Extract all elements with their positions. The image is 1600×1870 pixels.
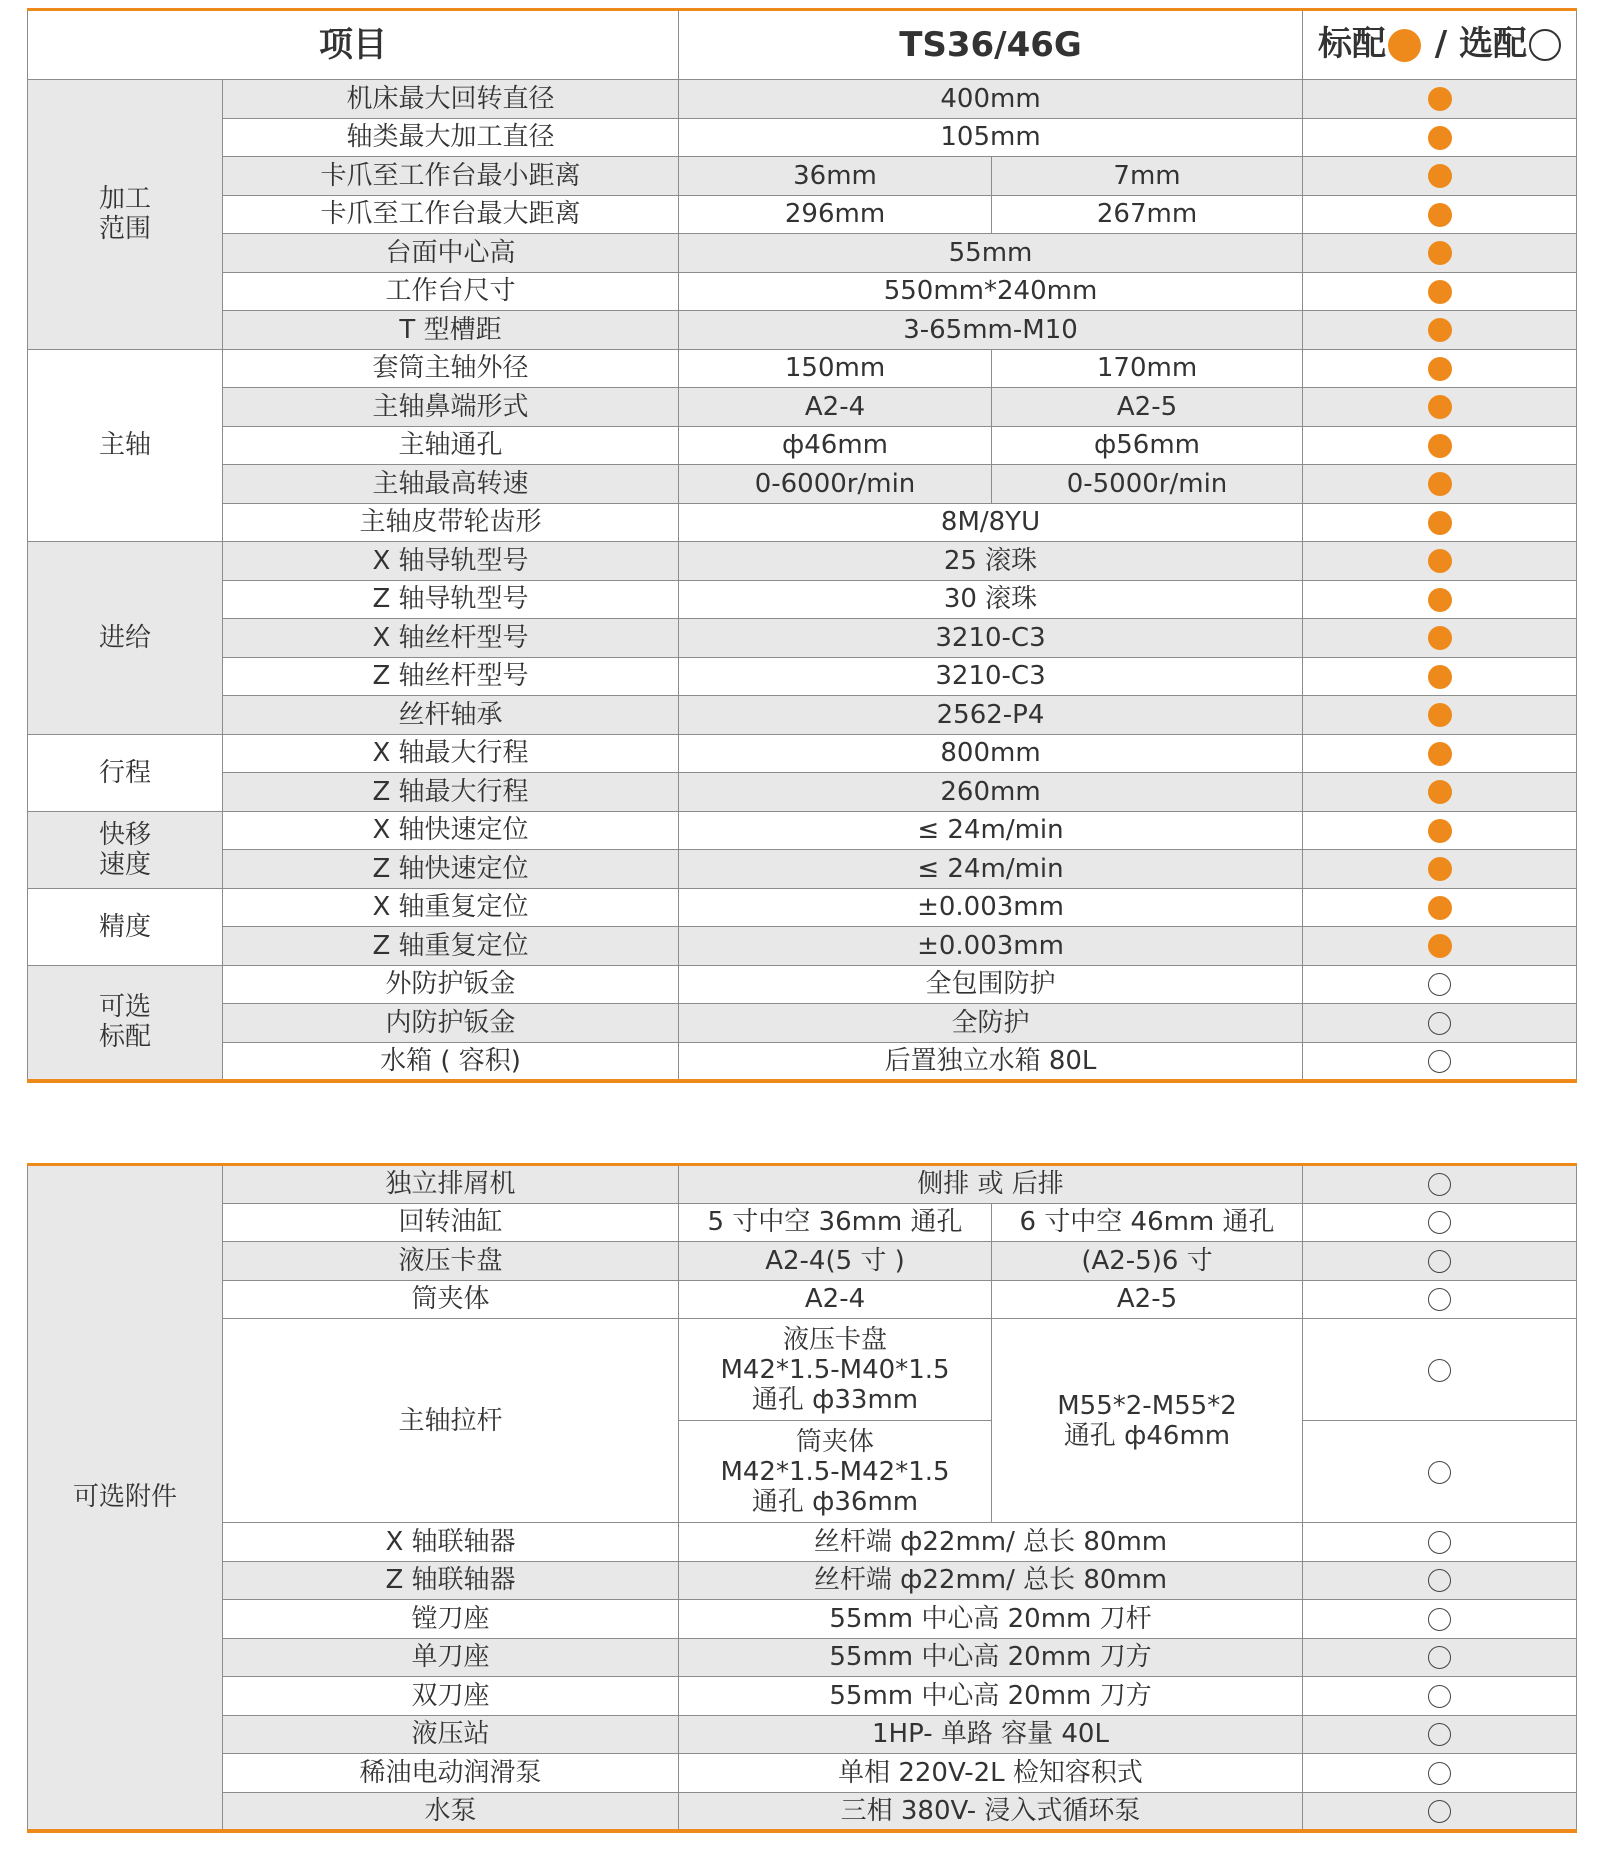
standard-dot-icon: [1428, 819, 1452, 843]
table-row: [28, 311, 1577, 350]
spec-item: 轴类最大加工直径: [223, 118, 679, 157]
optional-ring-icon: [1428, 1050, 1451, 1073]
spec-value: ±0.003mm: [679, 927, 1303, 966]
table-row: [28, 927, 1577, 966]
standard-dot-icon: [1428, 434, 1452, 458]
drawbar-line: 通孔 ф46mm: [1063, 1420, 1231, 1451]
spec-item: 主轴鼻端形式: [223, 388, 679, 427]
table-row: [28, 1203, 1577, 1242]
table-row: [28, 619, 1577, 658]
standard-dot-icon: [1428, 511, 1452, 535]
optional-ring-icon: [1428, 1569, 1451, 1592]
category-cell: 可选附件: [28, 1165, 223, 1831]
mark-cell: [1303, 1280, 1577, 1319]
mark-cell: [1303, 1165, 1577, 1204]
spec-value-right: A2-5: [992, 1280, 1303, 1319]
spec-item: Z 轴重复定位: [223, 927, 679, 966]
spec-item: X 轴丝杆型号: [223, 619, 679, 658]
category-cell: [28, 965, 223, 1081]
table-row: [28, 1165, 1577, 1204]
spec-value-right: 7mm: [992, 157, 1303, 196]
table-row: [28, 118, 1577, 157]
optional-ring-icon: [1529, 29, 1561, 61]
spec-value: ≤ 24m/min: [679, 850, 1303, 889]
spec-value-left: 296mm: [679, 195, 992, 234]
spec-value-right: 170mm: [992, 349, 1303, 388]
spec-value: 3-65mm-M10: [679, 311, 1303, 350]
spec-item: Z 轴最大行程: [223, 773, 679, 812]
standard-dot-icon: [1428, 780, 1452, 804]
standard-dot-icon: [1428, 203, 1452, 227]
spec-value-left: A2-4: [679, 388, 992, 427]
spec-value-right: ф56mm: [992, 426, 1303, 465]
optional-ring-icon: [1428, 1250, 1451, 1273]
spec-item: Z 轴联轴器: [223, 1561, 679, 1600]
mark-cell: [1303, 1421, 1577, 1523]
spec-item: X 轴最大行程: [223, 734, 679, 773]
spec-value: 8M/8YU: [679, 503, 1303, 542]
spec-item: X 轴导轨型号: [223, 542, 679, 581]
spec-value-right: 267mm: [992, 195, 1303, 234]
optional-ring-icon: [1428, 1608, 1451, 1631]
spec-item: 主轴皮带轮齿形: [223, 503, 679, 542]
standard-dot-icon: [1428, 472, 1452, 496]
spec-item: 机床最大回转直径: [223, 80, 679, 119]
optional-ring-icon: [1428, 1685, 1451, 1708]
spec-value: 30 滚珠: [679, 580, 1303, 619]
standard-dot-icon: [1428, 549, 1452, 573]
spec-item: 卡爪至工作台最大距离: [223, 195, 679, 234]
standard-dot-icon: [1428, 934, 1452, 958]
mark-cell: [1303, 927, 1577, 966]
spec-value-left: 36mm: [679, 157, 992, 196]
table-row: [28, 888, 1577, 927]
spec-item: 内防护钣金: [223, 1004, 679, 1043]
optional-ring-icon: [1428, 1173, 1451, 1196]
spec-item: 套筒主轴外径: [223, 349, 679, 388]
category-cell: 主轴: [28, 349, 223, 542]
spec-item: 台面中心高: [223, 234, 679, 273]
standard-dot-icon: [1428, 241, 1452, 265]
spec-value: 55mm 中心高 20mm 刀杆: [679, 1600, 1303, 1639]
spec-table: [27, 8, 1577, 1083]
accessory-table: [27, 1163, 1577, 1833]
mark-cell: [1303, 1600, 1577, 1639]
mark-cell: [1303, 426, 1577, 465]
standard-dot-icon: [1428, 126, 1452, 150]
standard-dot-icon: [1428, 87, 1452, 111]
spec-item: X 轴快速定位: [223, 811, 679, 850]
spec-value: 3210-C3: [679, 619, 1303, 658]
table-row: [28, 1319, 1577, 1421]
spec-value-left: ф46mm: [679, 426, 992, 465]
spec-value-right: 0-5000r/min: [992, 465, 1303, 504]
optional-ring-icon: [1428, 1012, 1451, 1035]
header-separator: /: [1434, 23, 1448, 64]
spec-item: 丝杆轴承: [223, 696, 679, 735]
table-row: [28, 426, 1577, 465]
spec-item: 主轴最高转速: [223, 465, 679, 504]
drawbar-line: M42*1.5-M42*1.5: [720, 1456, 950, 1487]
standard-dot-icon: [1428, 665, 1452, 689]
category-cell: 行程: [28, 734, 223, 811]
standard-dot-icon: [1428, 703, 1452, 727]
header-standard-label: 标配: [1317, 23, 1386, 64]
optional-ring-icon: [1428, 973, 1451, 996]
mark-cell: [1303, 1561, 1577, 1600]
mark-cell: [1303, 1203, 1577, 1242]
mark-cell: [1303, 965, 1577, 1004]
table-row: [28, 80, 1577, 119]
standard-dot-icon: [1428, 857, 1452, 881]
mark-cell: [1303, 1004, 1577, 1043]
spec-value: 丝杆端 ф22mm/ 总长 80mm: [679, 1523, 1303, 1562]
spec-value-left: 0-6000r/min: [679, 465, 992, 504]
table-row: [28, 696, 1577, 735]
spec-item: 镗刀座: [223, 1600, 679, 1639]
spec-item: X 轴重复定位: [223, 888, 679, 927]
spec-value: 800mm: [679, 734, 1303, 773]
table-row: [28, 1754, 1577, 1793]
mark-cell: [1303, 272, 1577, 311]
mark-cell: [1303, 195, 1577, 234]
mark-cell: [1303, 542, 1577, 581]
spec-table-body: [28, 80, 1577, 1081]
table-row: [28, 965, 1577, 1004]
optional-ring-icon: [1428, 1288, 1451, 1311]
drawbar-line: M55*2-M55*2: [1057, 1390, 1237, 1421]
table-row: [28, 1677, 1577, 1716]
standard-dot-icon: [1428, 280, 1452, 304]
table-row: [28, 773, 1577, 812]
drawbar-line: 筒夹体: [795, 1426, 874, 1457]
spec-value-right: 6 寸中空 46mm 通孔: [992, 1203, 1303, 1242]
spec-item: 液压卡盘: [223, 1242, 679, 1281]
mark-cell: [1303, 619, 1577, 658]
mark-cell: [1303, 657, 1577, 696]
category-cell: 精度: [28, 888, 223, 965]
standard-dot-icon: [1428, 318, 1452, 342]
table-row: [28, 1600, 1577, 1639]
category-label: 快移: [98, 819, 151, 850]
spec-item: 主轴拉杆: [223, 1319, 679, 1523]
standard-dot-icon: [1428, 357, 1452, 381]
spec-item: 主轴通孔: [223, 426, 679, 465]
spec-value-left: 150mm: [679, 349, 992, 388]
category-label: 加工: [98, 184, 151, 215]
table-row: [28, 1523, 1577, 1562]
optional-ring-icon: [1428, 1359, 1451, 1382]
spec-value-right: A2-5: [992, 388, 1303, 427]
mark-cell: [1303, 734, 1577, 773]
mark-cell: [1303, 1042, 1577, 1081]
drawbar-right: [992, 1319, 1303, 1523]
mark-cell: [1303, 118, 1577, 157]
spec-value: 55mm 中心高 20mm 刀方: [679, 1677, 1303, 1716]
standard-dot-icon: [1388, 29, 1421, 62]
spec-item: Z 轴丝杆型号: [223, 657, 679, 696]
standard-dot-icon: [1428, 588, 1452, 612]
table-row: [28, 1042, 1577, 1081]
spec-value: 55mm: [679, 234, 1303, 273]
optional-ring-icon: [1428, 1762, 1451, 1785]
category-label: 可选: [98, 992, 151, 1022]
spec-value: 105mm: [679, 118, 1303, 157]
mark-cell: [1303, 1677, 1577, 1716]
spec-value: 25 滚珠: [679, 542, 1303, 581]
mark-cell: [1303, 811, 1577, 850]
table-row: [28, 234, 1577, 273]
spec-value: 400mm: [679, 80, 1303, 119]
accessory-table-body: [28, 1165, 1577, 1831]
mark-cell: [1303, 1715, 1577, 1754]
mark-cell: [1303, 157, 1577, 196]
category-cell: [28, 80, 223, 350]
category-label: 标配: [98, 1022, 151, 1052]
header-item: 项目: [28, 10, 679, 80]
spec-value: 260mm: [679, 773, 1303, 812]
spec-value: 55mm 中心高 20mm 刀方: [679, 1638, 1303, 1677]
table-row: [28, 503, 1577, 542]
optional-ring-icon: [1428, 1723, 1451, 1746]
mark-cell: [1303, 580, 1577, 619]
table-row: [28, 1561, 1577, 1600]
category-label: 范围: [98, 214, 151, 245]
header-model: TS36/46G: [679, 10, 1303, 80]
header-legend: [1303, 10, 1577, 80]
table-row: [28, 349, 1577, 388]
spec-item: 水箱 ( 容积): [223, 1042, 679, 1081]
drawbar-line: 通孔 ф33mm: [751, 1384, 919, 1415]
standard-dot-icon: [1428, 742, 1452, 766]
spec-value: 全防护: [679, 1004, 1303, 1043]
table-row: [28, 734, 1577, 773]
spec-item: 液压站: [223, 1715, 679, 1754]
spec-item: 工作台尺寸: [223, 272, 679, 311]
spec-item: 筒夹体: [223, 1280, 679, 1319]
mark-cell: [1303, 1242, 1577, 1281]
standard-dot-icon: [1428, 164, 1452, 188]
mark-cell: [1303, 850, 1577, 889]
spec-value: 后置独立水箱 80L: [679, 1042, 1303, 1081]
mark-cell: [1303, 311, 1577, 350]
table-row: [28, 811, 1577, 850]
drawbar-line: 通孔 ф36mm: [751, 1486, 919, 1517]
table-row: [28, 1792, 1577, 1831]
spec-value: 3210-C3: [679, 657, 1303, 696]
mark-cell: [1303, 80, 1577, 119]
mark-cell: [1303, 503, 1577, 542]
spec-item: 回转油缸: [223, 1203, 679, 1242]
spec-value: ≤ 24m/min: [679, 811, 1303, 850]
spec-value: 550mm*240mm: [679, 272, 1303, 311]
spec-item: T 型槽距: [223, 311, 679, 350]
table-row: [28, 272, 1577, 311]
spec-item: Z 轴快速定位: [223, 850, 679, 889]
optional-ring-icon: [1428, 1646, 1451, 1669]
mark-cell: [1303, 1638, 1577, 1677]
drawbar-line: 液压卡盘: [782, 1324, 887, 1355]
mark-cell: [1303, 388, 1577, 427]
mark-cell: [1303, 1754, 1577, 1793]
optional-ring-icon: [1428, 1800, 1451, 1823]
spec-item: 水泵: [223, 1792, 679, 1831]
spec-item: 外防护钣金: [223, 965, 679, 1004]
table-row: [28, 542, 1577, 581]
mark-cell: [1303, 234, 1577, 273]
spec-value: 侧排 或 后排: [679, 1165, 1303, 1204]
table-row: [28, 1242, 1577, 1281]
spec-value-right: (A2-5)6 寸: [992, 1242, 1303, 1281]
table-row: [28, 1004, 1577, 1043]
spec-table-header: [28, 10, 1577, 80]
table-row: [28, 850, 1577, 889]
spec-value: 单相 220V-2L 检知容积式: [679, 1754, 1303, 1793]
category-label: 速度: [98, 849, 151, 880]
spec-value: 丝杆端 ф22mm/ 总长 80mm: [679, 1561, 1303, 1600]
mark-cell: [1303, 1792, 1577, 1831]
spec-item: 稀油电动润滑泵: [223, 1754, 679, 1793]
mark-cell: [1303, 888, 1577, 927]
spec-value-left: 5 寸中空 36mm 通孔: [679, 1203, 992, 1242]
header-optional-label: 选配: [1459, 23, 1528, 64]
spec-value: 2562-P4: [679, 696, 1303, 735]
mark-cell: [1303, 696, 1577, 735]
mark-cell: [1303, 349, 1577, 388]
spec-item: 卡爪至工作台最小距离: [223, 157, 679, 196]
spec-value: 全包围防护: [679, 965, 1303, 1004]
spec-item: 单刀座: [223, 1638, 679, 1677]
optional-ring-icon: [1428, 1211, 1451, 1234]
drawbar-left-a: [679, 1319, 992, 1421]
table-row: [28, 580, 1577, 619]
optional-ring-icon: [1428, 1531, 1451, 1554]
spec-value-left: A2-4: [679, 1280, 992, 1319]
category-cell: 进给: [28, 542, 223, 735]
mark-cell: [1303, 773, 1577, 812]
standard-dot-icon: [1428, 395, 1452, 419]
spec-item: 双刀座: [223, 1677, 679, 1716]
mark-cell: [1303, 1319, 1577, 1421]
spec-item: Z 轴导轨型号: [223, 580, 679, 619]
table-row: [28, 1280, 1577, 1319]
table-row: [28, 465, 1577, 504]
spec-value: 三相 380V- 浸入式循环泵: [679, 1792, 1303, 1831]
spec-item: 独立排屑机: [223, 1165, 679, 1204]
standard-dot-icon: [1428, 896, 1452, 920]
table-row: [28, 157, 1577, 196]
table-row: [28, 1638, 1577, 1677]
spec-value: 1HP- 单路 容量 40L: [679, 1715, 1303, 1754]
mark-cell: [1303, 1523, 1577, 1562]
table-row: [28, 657, 1577, 696]
drawbar-line: M42*1.5-M40*1.5: [720, 1354, 950, 1385]
table-row: [28, 195, 1577, 234]
spec-item: X 轴联轴器: [223, 1523, 679, 1562]
category-cell: [28, 811, 223, 888]
spec-value: ±0.003mm: [679, 888, 1303, 927]
optional-ring-icon: [1428, 1461, 1451, 1484]
table-row: [28, 388, 1577, 427]
spec-value-left: A2-4(5 寸 ): [679, 1242, 992, 1281]
mark-cell: [1303, 465, 1577, 504]
table-row: [28, 1715, 1577, 1754]
standard-dot-icon: [1428, 626, 1452, 650]
drawbar-left-b: [679, 1421, 992, 1523]
